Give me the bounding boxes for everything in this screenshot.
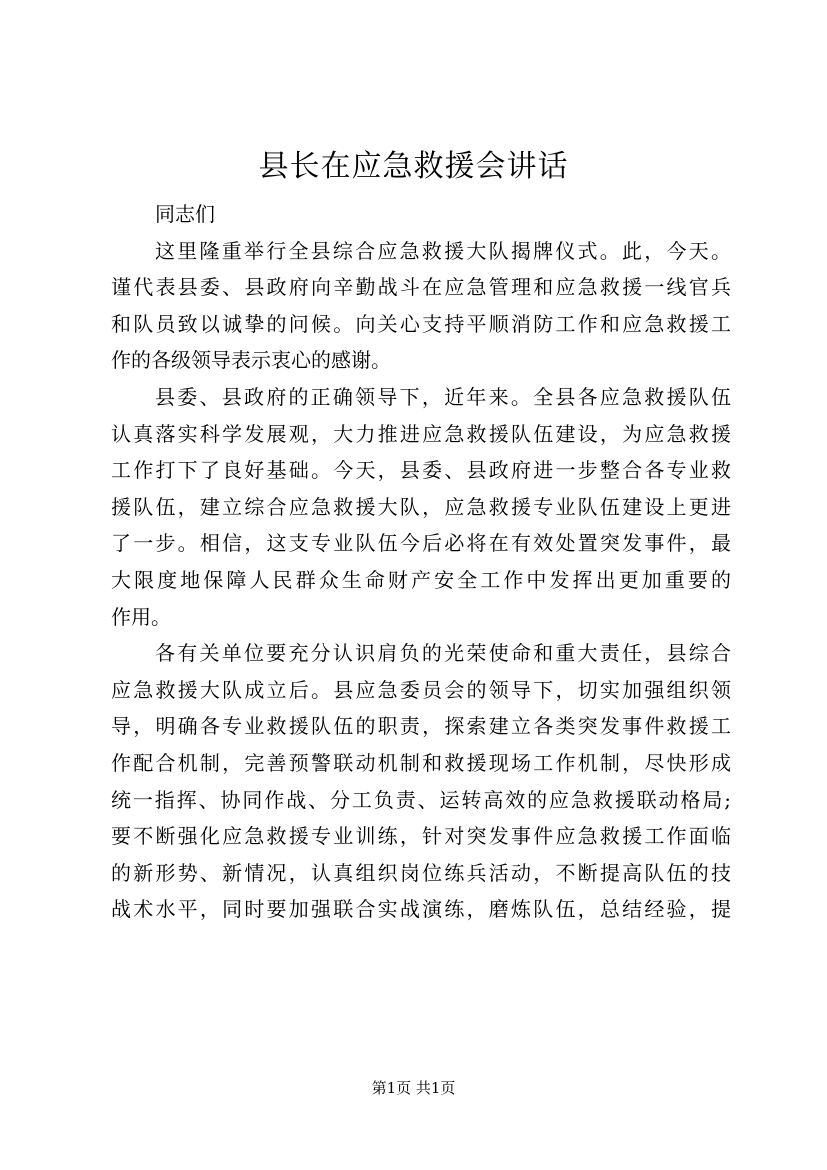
- text-line: 同志们: [155, 202, 215, 226]
- paragraph-requirements: [111, 635, 731, 928]
- text-line: 要不断强化应急救援专业训练，针对突发事件应急救援工作面临: [111, 824, 731, 849]
- text-line: 这里隆重举行全县综合应急救援大队揭牌仪式。此，今天。: [155, 238, 731, 263]
- text-line: 了一步。相信，这支专业队伍今后必将在有效处置突发事件，最: [111, 531, 731, 556]
- text-line: 的新形势、新情况，认真组织岗位练兵活动，不断提高队伍的技: [111, 860, 731, 885]
- text-line: 援队伍，建立综合应急救援大队，应急救援专业队伍建设上更进: [111, 494, 731, 519]
- paragraph-greeting: [111, 196, 731, 233]
- text-line: 战术水平，同时要加强联合实战演练，磨炼队伍，总结经验，提: [111, 897, 731, 922]
- paragraph-achievements: [111, 379, 731, 635]
- text-line: 谨代表县委、县政府向辛勤战斗在应急管理和应急救援一线官兵: [111, 275, 731, 300]
- text-line: 县委、县政府的正确领导下，近年来。全县各应急救援队伍: [155, 384, 731, 409]
- text-line: 大限度地保障人民群众生命财产安全工作中发挥出更加重要的: [111, 567, 731, 592]
- text-line: 作配合机制，完善预警联动机制和救援现场工作机制，尽快形成: [111, 750, 731, 775]
- text-line: 统一指挥、协同作战、分工负责、运转高效的应急救援联动格局;: [111, 787, 731, 812]
- text-line: 应急救援大队成立后。县应急委员会的领导下，切实加强组织领: [111, 677, 731, 702]
- paragraph-ceremony: [111, 233, 731, 379]
- text-line: 作的各级领导表示衷心的感谢。: [111, 348, 391, 373]
- text-line: 作用。: [111, 604, 171, 629]
- text-line: 工作打下了良好基础。今天，县委、县政府进一步整合各专业救: [111, 458, 731, 483]
- text-line: 导，明确各专业救援队伍的职责，探索建立各类突发事件救援工: [111, 714, 731, 739]
- page-number-footer: 第1页 共1页: [371, 1079, 456, 1097]
- text-line: 各有关单位要充分认识肩负的光荣使命和重大责任，县综合: [155, 641, 731, 666]
- document-title: 县长在应急救援会讲话: [258, 149, 569, 184]
- text-line: 认真落实科学发展观，大力推进应急救援队伍建设，为应急救援: [111, 421, 731, 446]
- document-body: [111, 196, 731, 928]
- text-line: 和队员致以诚挚的问候。向关心支持平顺消防工作和应急救援工: [111, 311, 731, 336]
